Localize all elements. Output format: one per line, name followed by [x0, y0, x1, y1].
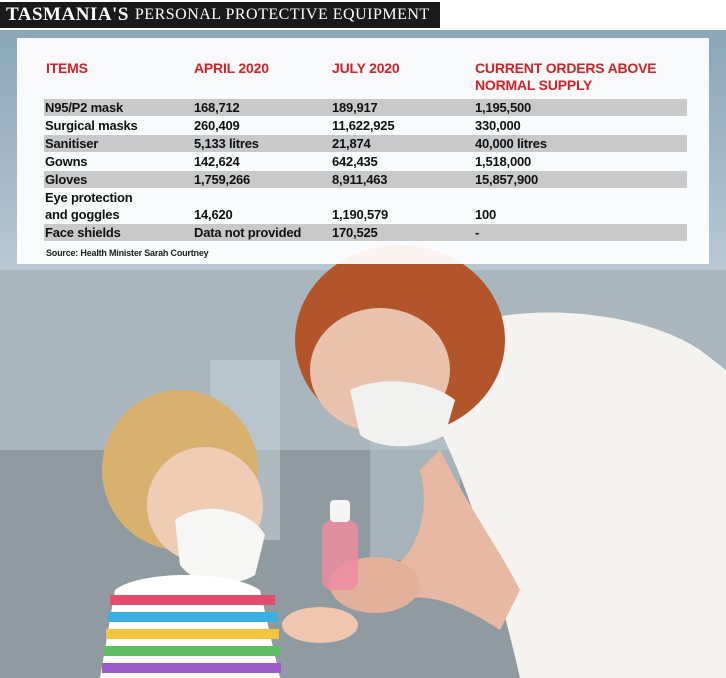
cell-april: 260,409 — [194, 118, 240, 133]
cell-item-line1: Eye protection — [45, 190, 133, 205]
cell-item: and goggles — [45, 207, 120, 222]
cell-item: Gowns — [45, 154, 88, 169]
cell-july: 642,435 — [332, 154, 378, 169]
stripe-2 — [108, 612, 278, 622]
header-items: ITEMS — [46, 60, 88, 76]
cell-orders: 1,518,000 — [475, 154, 532, 169]
stripe-3 — [106, 629, 279, 639]
cell-july: 8,911,463 — [332, 172, 388, 187]
table-row-line1 — [44, 189, 687, 206]
woman-mask — [350, 381, 455, 446]
stripe-5 — [102, 663, 281, 673]
cell-april: 14,620 — [194, 207, 233, 222]
table-row — [44, 135, 687, 152]
title-strong: TASMANIA'S — [6, 4, 129, 25]
cell-april: Data not provided — [194, 225, 302, 240]
cell-item: N95/P2 mask — [45, 100, 124, 115]
header-orders — [475, 60, 656, 94]
table-row — [44, 99, 687, 116]
table-row — [44, 171, 687, 188]
table-row — [44, 117, 687, 134]
cell-item: Sanitiser — [45, 136, 99, 151]
cell-july: 1,190,579 — [332, 207, 389, 222]
cell-july: 189,917 — [332, 100, 378, 115]
child-shirt — [100, 575, 280, 678]
title-rest: PERSONAL PROTECTIVE EQUIPMENT — [134, 6, 430, 23]
cell-april: 168,712 — [194, 100, 240, 115]
cell-april: 5,133 litres — [194, 136, 259, 151]
bottle-pump — [330, 500, 350, 522]
cell-july: 11,622,925 — [332, 118, 395, 133]
cell-orders: 100 — [475, 207, 497, 222]
header-july: JULY 2020 — [332, 60, 400, 76]
cell-april: 142,624 — [194, 154, 240, 169]
table-row — [44, 224, 687, 241]
cell-orders: 330,000 — [475, 118, 521, 133]
cell-july: 21,874 — [332, 136, 371, 151]
cell-orders: - — [475, 225, 480, 240]
sanitiser-bottle — [322, 520, 358, 590]
cell-item: Surgical masks — [45, 118, 138, 133]
stripe-4 — [104, 646, 280, 656]
header-orders-line1: CURRENT ORDERS ABOVE — [475, 60, 657, 76]
cell-orders: 1,195,500 — [475, 100, 532, 115]
source-note: Source: Health Minister Sarah Courtney — [46, 248, 209, 258]
table-row — [44, 206, 687, 223]
ppe-table — [17, 38, 709, 264]
cell-item: Face shields — [45, 225, 121, 240]
cell-july: 170,525 — [332, 225, 378, 240]
header-april: APRIL 2020 — [194, 60, 269, 76]
child-hand — [282, 607, 358, 643]
cell-item: Gloves — [45, 172, 88, 187]
cell-orders: 15,857,900 — [475, 172, 539, 187]
cell-orders: 40,000 litres — [475, 136, 547, 151]
cell-april: 1,759,266 — [194, 172, 251, 187]
page-title — [0, 2, 440, 28]
header — [0, 0, 726, 30]
stripe-1 — [110, 595, 275, 605]
header-orders-line2: NORMAL SUPPLY — [475, 77, 593, 93]
table-row — [44, 153, 687, 170]
